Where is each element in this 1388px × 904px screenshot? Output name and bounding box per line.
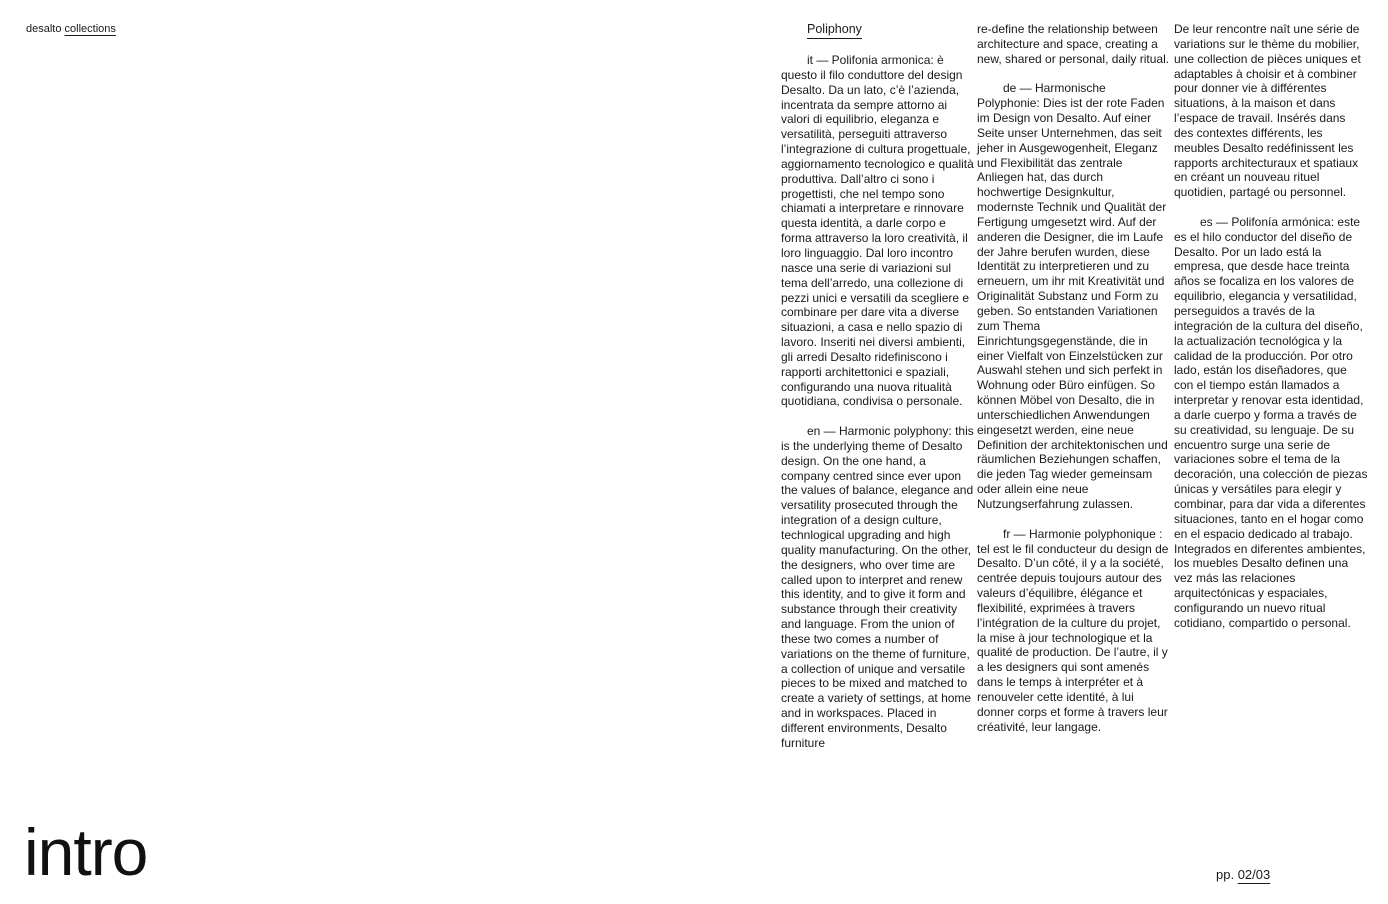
paragraph-english-continued: re-define the relationship between architecture and space, creating a new, shared or personal, daily ritual. bbox=[977, 22, 1170, 66]
brand-header bbox=[26, 22, 116, 37]
paragraph-italian: it — Polifonia armonica: è questo il filo conduttore del design Desalto. Da un lato, c’è l’azienda, incentrata da sempre attorno ai valori di equilibrio, eleganza e versatilità, perseguiti attraverso l’integrazione di cultura progettuale, aggiornamento tecnologico e qualità produttiva. Dall’altro ci sono i progettisti, che nel tempo sono chiamati a interpretare e rinnovare questa identità, a darle corpo e forma attraverso la loro creatività, il loro linguaggio. Dal loro incontro nasce una serie di variazioni sul tema dell’arredo, una collezione di pezzi unici e versatili da scegliere e combinare per dare vita a diverse situazioni, a casa e nello spazio di lavoro. Inseriti nei diversi ambienti, gli arredi Desalto ridefiniscono i rapporti architettonici e spaziali, configurando una nuova ritualità quotidiana, condivisa o personale. bbox=[781, 53, 974, 409]
paragraph-french: fr — Harmonie polyphonique : tel est le fil conducteur du design de Desalto. D’un côté, il y a la société, centrée depuis toujours autour des valeurs d’équilibre, élégance et flexibilité, exprimées à travers l’intégration de la culture du projet, la mise à jour technologique et la qualité de production. De l’autre, il y a les designers qui sont amenés dans le temps à interpréter et à renouveler cette identité, à lui donner corps et forme à travers leur créativité, leur langage. bbox=[977, 526, 1169, 734]
page-number-link[interactable]: 02/03 bbox=[1237, 867, 1271, 882]
text-column-1 bbox=[781, 22, 974, 765]
collections-link[interactable]: collections bbox=[64, 23, 116, 35]
text-column-2 bbox=[977, 22, 1171, 749]
paragraph-german: de — Harmonische Polyphonie: Dies ist der rote Faden im Design von Desalto. Auf einer Seite unser Unternehmen, das seit jeher in Ausgewogenheit, Eleganz und Flexibilität das zentrale Anliegen hat, das durch hochwertige Designkultur, modernste Technik und Qualität der Fertigung umgesetzt wird. Auf der anderen die Designer, die im Laufe der Jahre berufen wurden, diese Identität zu interpretieren und zu erneuern, um ihr mit Kreativität und Originalität Substanz und Form zu geben. So entstanden Variationen zum Thema Einrichtungsgegenstände, die in einer Vielfalt von Einzelstücken zur Auswahl stehen und sich perfekt in Wohnung oder Büro einfügen. So können Möbel von Desalto, die in unterschiedlichen Anwendungen eingesetzt werden, eine neue Definition der architektonischen und räumlichen Beziehungen schaffen, die jeden Tag wieder gemeinsam oder allein eine neue Nutzungserfahrung zulassen. bbox=[977, 81, 1168, 511]
brand-name: desalto bbox=[26, 23, 62, 35]
paragraph-english: en — Harmonic polyphony: this is the underlying theme of Desalto design. On the one hand, a company centred since ever upon the values of balance, elegance and versatility prosecuted through the integration of a design culture, technlogical upgrading and high quality manufacturing. On the other, the designers, who over time are called upon to interpret and renew this identity, and to give it form and substance through their creativity and language. From the union of these two comes a number of variations on the theme of furniture, a collection of unique and versatile pieces to be mixed and matched to create a variety of settings, at home and in workspaces. Placed in different environments, Desalto furniture bbox=[781, 424, 974, 750]
text-column-3 bbox=[1174, 22, 1368, 645]
page-indicator bbox=[1216, 866, 1270, 883]
paragraph-spanish: es — Polifonía armónica: este es el hilo conductor del diseño de Desalto. Por un lado está la empresa, que desde hace treinta años se focaliza en los valores de equilibrio, elegancia y versatilidad, perseguidos a través de la integración de la cultura del diseño, la actualización tecnológica y la calidad de la producción. Por otro lado, están los diseñadores, que con el tiempo están llamados a interpretar y renovar esta identidad, a darle cuerpo y forma a través de su creatividad, su lenguaje. De su encuentro surge una serie de variaciones sobre el tema de la decoración, una colección de piezas únicas y versátiles para elegir y combinar, para dar vida a diferentes situaciones, tanto en el hogar como en el espacio dedicado al trabajo. Integrados en diferentes ambientes, los muebles Desalto definen una vez más las relaciones arquitectónicas y espaciales, configurando un nuevo ritual cotidiano, compartido o personal. bbox=[1174, 214, 1368, 630]
section-heading: intro bbox=[24, 815, 148, 889]
paragraph-french-continued: De leur rencontre naît une série de variations sur le thème du mobilier, une collection de pièces uniques et adaptables à choisir et à combiner pour donner vie à différentes situations, à la maison et dans l’espace de travail. Insérés dans des contextes différents, les meubles Desalto redéfinissent les rapports architecturaux et spatiaux en créant un nouveau rituel quotidien, partagé ou personnel. bbox=[1174, 22, 1361, 200]
pages-prefix: pp. bbox=[1216, 867, 1235, 882]
article-title: Poliphony bbox=[807, 22, 862, 39]
